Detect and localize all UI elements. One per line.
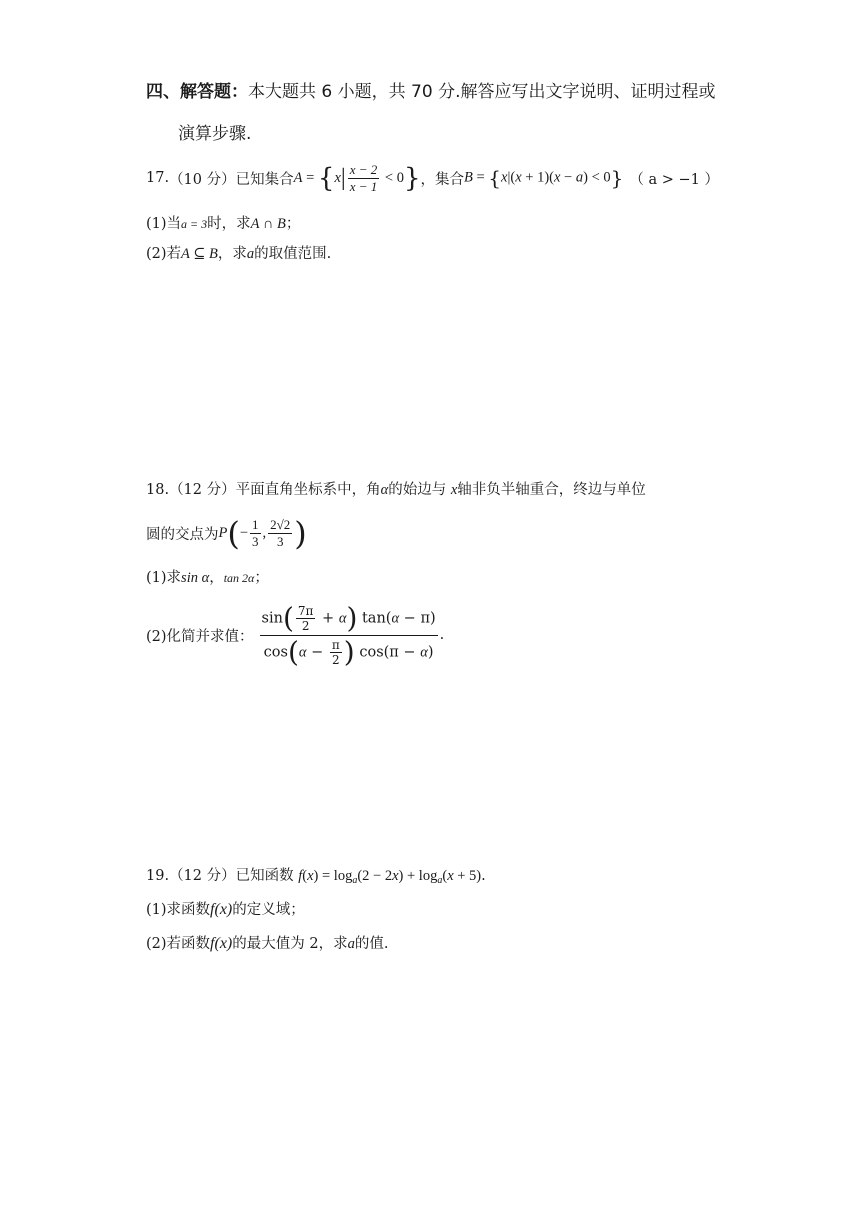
section-heading	[146, 77, 715, 102]
q19-part1-end: 的定义域；	[232, 902, 305, 918]
q19-part2-prefix: (2)若函数	[146, 936, 211, 952]
q17-mid: ，集合	[420, 171, 464, 188]
q18-part2: (2)化简并求值： sin( $\frac{7\pi}{2}$ + α) tan(α − π) cos(α − $\frac{\pi}{2}$ ) cos(π − α) .	[146, 601, 445, 668]
q19-intro: 已知函数	[235, 868, 294, 884]
q19-fx-2: f(x)	[210, 935, 233, 952]
q18-score: （12 分）	[169, 482, 236, 498]
q18-x: x	[450, 482, 458, 498]
q18-stem-line2	[146, 510, 307, 556]
q18-part1-sep: ，	[209, 570, 224, 586]
q17-condition: （ a > −1 ）	[629, 171, 719, 188]
q17-number: 17.	[146, 170, 170, 186]
q18-number: 18.	[146, 482, 170, 498]
point-p-formula: P(− $\frac{1}{3}$ , $\frac{2√2}{3}$ )	[218, 514, 307, 552]
q17-part1-end: ；	[285, 216, 301, 232]
q18-part1	[146, 566, 269, 587]
q17-part2-prefix: (2)若	[146, 246, 182, 262]
q18-stem-line1	[146, 478, 646, 499]
q19-part1	[146, 898, 305, 919]
q18-alpha: α	[380, 482, 389, 498]
q19-a: a	[347, 936, 355, 952]
q17-part1-mid: 时，求	[207, 216, 251, 232]
section-heading-text: 本大题共 6 小题，共 70 分.解答应写出文字说明、证明过程或	[248, 82, 716, 102]
q19-part2-end: 的值.	[354, 936, 389, 952]
q18-line1b: 的始边与	[388, 482, 447, 498]
q17-part1-expr: A ∩ B	[250, 216, 286, 232]
q17-stem	[146, 158, 719, 198]
section-heading-line2: 演算步骤.	[178, 124, 252, 144]
q17-part1	[146, 212, 300, 233]
q17-part2	[146, 242, 331, 263]
section-heading-bold: 四、解答题：	[146, 82, 248, 102]
q18-line1: 平面直角坐标系中，角	[235, 482, 381, 498]
set-a-formula: A = {x| $\frac{x - 2}{x - 1}$ < 0}	[293, 161, 421, 194]
q18-line2: 圆的交点为	[146, 526, 219, 543]
q17-part2-var: a	[246, 246, 255, 262]
q17-part1-value: a = 3	[181, 217, 208, 231]
q18-tan2a: tan 2α	[223, 571, 255, 585]
q17-part2-end: 的取值范围.	[254, 246, 332, 262]
q18-part1-prefix: (1)求	[146, 570, 182, 586]
q19-part2	[146, 932, 388, 953]
q19-part2-mid: 的最大值为 2，求	[232, 936, 348, 952]
q19-function: $f(x) = \log_a(2 - 2x) + \log_a(x + 5)$	[298, 868, 482, 886]
q17-part1-prefix: (1)当	[146, 216, 182, 232]
q17-part2-mid: ，求	[217, 246, 247, 262]
q17-score: （10 分）	[169, 171, 236, 188]
q19-part1-prefix: (1)求函数	[146, 902, 211, 918]
q17-part2-expr: A ⊆ B	[181, 246, 218, 262]
q18-expression: sin( $\frac{7\pi}{2}$ + α) tan(α − π) cos(α − $\frac{\pi}{2}$ ) cos(π − α)	[261, 601, 436, 668]
q19-number: 19.	[146, 868, 170, 884]
set-b-formula: B = {x|(x + 1)(x − a) < 0}	[464, 166, 624, 190]
q19-score: （12 分）	[169, 868, 236, 884]
q18-part2-prefix: (2)化简并求值：	[146, 628, 254, 645]
q17-intro: 已知集合	[235, 171, 294, 188]
q19-fx: f(x)	[210, 901, 233, 918]
q18-part1-end: ；	[254, 570, 269, 586]
q18-sin: sin α	[181, 570, 210, 586]
q18-line1c: 轴非负半轴重合，终边与单位	[457, 482, 646, 498]
q19-stem: 19.（12 分）已知函数 $f(x) = \log_a(2 - 2x) + \log_a(x + 5)$.	[146, 868, 486, 886]
